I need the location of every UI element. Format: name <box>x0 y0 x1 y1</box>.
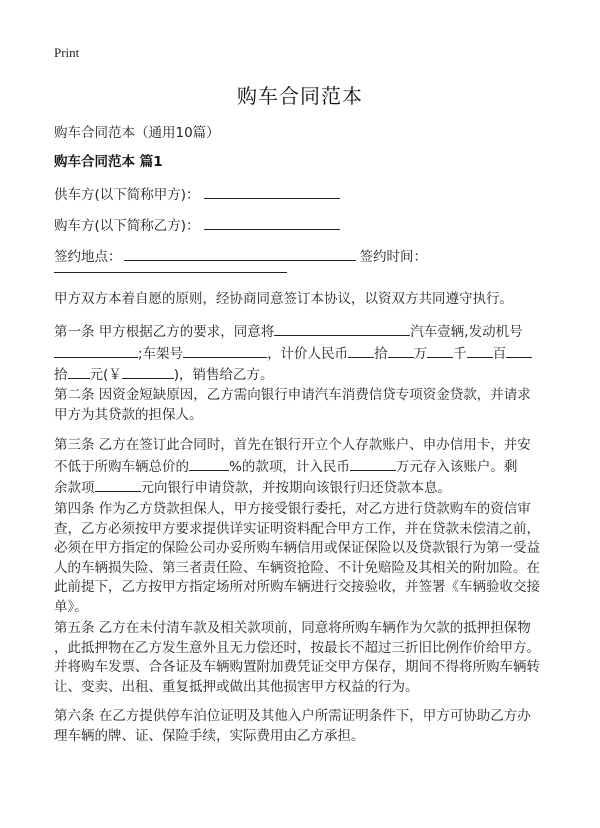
article6-line: 理车辆的牌、证、保险手续，实际费用由乙方承担。 <box>54 727 365 744</box>
amount-blank <box>388 343 414 358</box>
article6-line: 第六条 在乙方提供停车泊位证明及其他入户所需证明条件下，甲方可协助乙方办 <box>54 708 531 724</box>
buyer-label: 购车方(以下简称乙方)： <box>54 218 200 234</box>
article4-line: 查，乙方必须按甲方要求提供详实证明资料配合甲方工作，并在贷款未偿清之前， <box>54 520 540 537</box>
unit-label: 千 <box>453 345 467 362</box>
article-4 <box>54 500 546 617</box>
article3-text: %的款项，计入民币 <box>229 458 350 475</box>
time-label: 签约时间： <box>359 249 427 265</box>
article1-text: 拾 <box>54 367 68 383</box>
article5-line: ，此抵押物在乙方发生意外且无力偿还时，按最长不超过三折旧比例作价给甲方。 <box>54 639 540 656</box>
deposit-blank <box>350 456 396 471</box>
article2-line: 甲方为其贷款的担保人。 <box>54 406 203 423</box>
buyer-field-row <box>54 214 340 234</box>
seller-blank <box>204 184 340 199</box>
article5-line: 并将购车发票、合各证及车辆购置附加费凭证交甲方保存，期间不得将所购车辆转 <box>54 659 540 675</box>
article1-text: )，销售给乙方。 <box>173 367 274 383</box>
frame-no-blank <box>183 343 267 358</box>
article-2 <box>54 386 546 425</box>
time-blank <box>54 258 287 273</box>
amount-blank <box>467 343 493 358</box>
article3-line: 第三条 乙方在签订此合同时，首先在银行开立个人存款账户、申办信用卡，并安 <box>54 437 531 453</box>
article-1 <box>54 321 546 386</box>
car-model-blank <box>274 321 410 336</box>
unit-label: 拾 <box>374 345 388 362</box>
article5-line: 让、变卖、出租、重复抵押或做出其他损害甲方权益的行为。 <box>54 678 419 695</box>
unit-label: 百 <box>492 345 507 362</box>
article2-line: 第二条 因资金短缺原因，乙方需向银行申请汽车消费信贷专项资金贷款，并请求 <box>54 387 531 403</box>
article1-text: ，计价人民币 <box>267 345 349 362</box>
print-link[interactable]: Print <box>54 45 80 60</box>
amount-blank <box>348 343 374 358</box>
article4-line: 第四条 作为乙方贷款担保人，甲方接受银行委托，对乙方进行贷款购车的资信审 <box>54 501 531 517</box>
article3-text: 余款项 <box>54 480 95 496</box>
article3-text: 元向银行申请贷款，并按期向该银行归还贷款本息。 <box>140 480 451 496</box>
article-6 <box>54 707 546 746</box>
intro-paragraph <box>54 290 546 310</box>
place-label: 签约地点： <box>54 249 122 265</box>
article1-text: ;车架号 <box>138 345 184 362</box>
article5-line: 第五条 乙方在未付清车款及相关款项前，同意将所购车辆作为欠款的抵押担保物 <box>54 620 531 636</box>
percent-blank <box>189 456 229 471</box>
article3-text: 不低于所购车辆总价的 <box>54 458 189 475</box>
intro-text: 甲方双方本着自愿的原则，经协商同意签订本协议，以资双方共同遵守执行。 <box>54 291 513 307</box>
article-3 <box>54 436 546 499</box>
amount-blank <box>68 364 90 379</box>
document-subtitle: 购车合同范本（通用10篇） <box>54 125 220 141</box>
buyer-blank <box>204 215 340 230</box>
amount-blank <box>506 343 532 358</box>
yuan-amount-blank <box>122 364 174 379</box>
article1-text: 元(￥ <box>89 367 122 383</box>
article4-line: 人的车辆损失险、第三者责任险、车辆资抢险、不计免赔险及其相关的附加险。在 <box>54 559 540 576</box>
article-5 <box>54 619 546 697</box>
amount-blank <box>427 343 453 358</box>
seller-label: 供车方(以下简称甲方)： <box>54 187 200 203</box>
article4-line: 必须在甲方指定的保险公司办妥所购车辆信用或保证保险以及贷款银行为第一受益 <box>54 540 540 556</box>
time-blank-row <box>54 258 287 277</box>
loan-amount-blank <box>95 477 141 492</box>
article4-line: 单》。 <box>54 598 88 615</box>
seller-field-row <box>54 183 340 203</box>
article1-text: 汽车壹辆,发动机号 <box>410 324 523 340</box>
unit-label: 万 <box>413 345 428 362</box>
engine-no-blank <box>54 343 138 358</box>
article4-line: 此前提下，乙方按甲方指定场所对所购车辆进行交接验收，并签署《车辆验收交接 <box>54 579 540 595</box>
section-title: 购车合同范本 篇1 <box>54 154 163 170</box>
article1-text: 第一条 甲方根据乙方的要求，同意将 <box>54 324 275 340</box>
article3-text: 万元存入该账户。剩 <box>395 458 518 475</box>
document-title: 购车合同范本 <box>237 84 363 108</box>
